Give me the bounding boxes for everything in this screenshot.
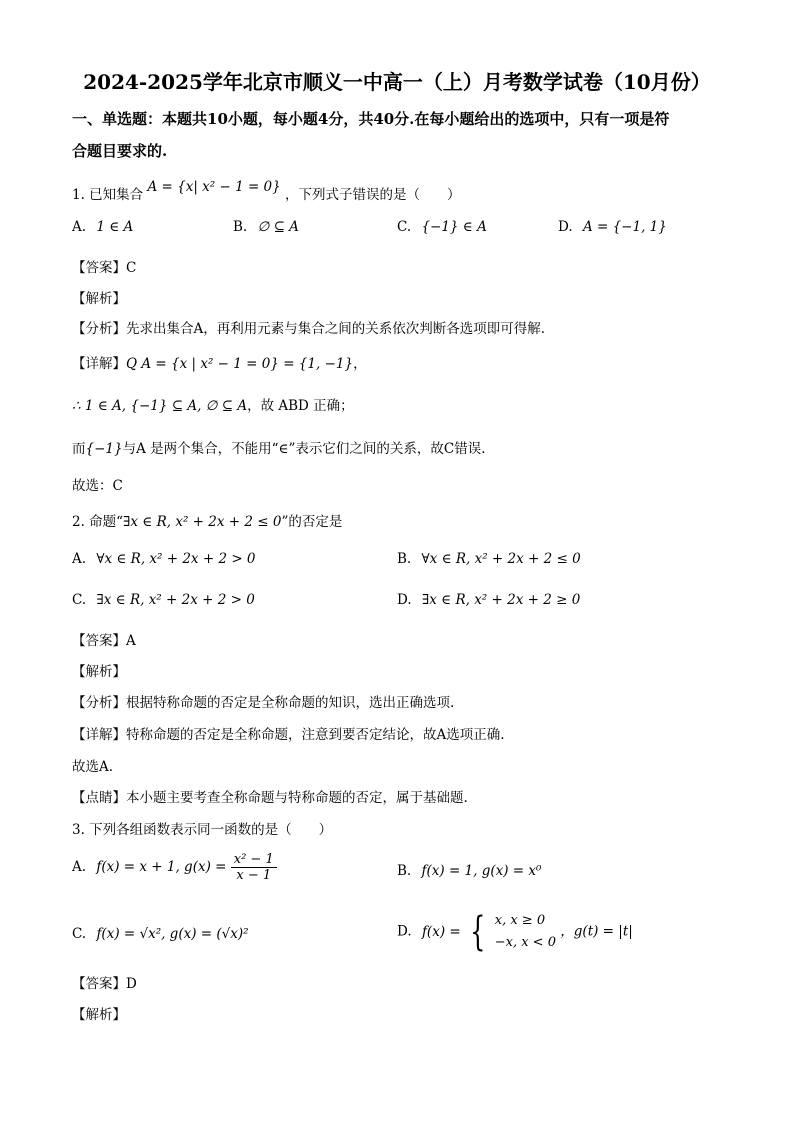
option-text: 1 ∈ A bbox=[96, 219, 134, 235]
xiangjie-math: Q A = {x | x² − 1 = 0} = {1, −1} bbox=[126, 356, 354, 372]
reasoning-pre: 而 bbox=[72, 441, 86, 457]
option-text: {−1} ∈ A bbox=[421, 219, 487, 235]
option-label: A. bbox=[72, 219, 87, 235]
q3-analysis-tag: 【解析】 bbox=[72, 1007, 126, 1023]
answer-tag: 【答案】 bbox=[72, 260, 126, 276]
q1-reasoning-line3 bbox=[72, 437, 486, 457]
option-text: ∀x ∈ R, x² + 2x + 2 > 0 bbox=[96, 551, 256, 567]
reasoning-text: ，故 ABD 正确； bbox=[247, 398, 354, 414]
option-label: B. bbox=[397, 863, 412, 879]
option-label: B. bbox=[397, 551, 412, 567]
option-text: ∀x ∈ R, x² + 2x + 2 ≤ 0 bbox=[421, 551, 581, 567]
option-text: ∅ ⊆ A bbox=[257, 219, 299, 235]
q2-analysis-tag: 【解析】 bbox=[72, 664, 126, 680]
option-label: C. bbox=[72, 592, 87, 608]
option-label: A. bbox=[72, 551, 87, 567]
q2-xiangjie bbox=[72, 723, 505, 743]
xiangjie-tag: 【详解】 bbox=[72, 356, 126, 372]
fenxi-text: 先求出集合A，再利用元素与集合之间的关系依次判断各选项即可得解. bbox=[126, 321, 546, 337]
q3-option-a bbox=[72, 852, 277, 883]
option-text: ∃x ∈ R, x² + 2x + 2 > 0 bbox=[96, 592, 255, 608]
section-heading-line2: 合题目要求的. bbox=[72, 142, 168, 160]
case-1: x, x ≥ 0 bbox=[494, 913, 546, 928]
page-title: 2024-2025学年北京市顺义一中高一（上）月考数学试卷（10月份） bbox=[83, 70, 711, 94]
answer-value: C bbox=[126, 260, 137, 276]
fenxi-text: 根据特称命题的否定是全称命题的知识，选出正确选项. bbox=[126, 695, 455, 711]
option-text-g: ，g(t) = |t| bbox=[560, 923, 633, 940]
q3-stem: 3. 下列各组函数表示同一函数的是（ ） bbox=[72, 822, 333, 838]
dianjing-tag: 【点睛】 bbox=[72, 790, 126, 806]
q1-xiangjie bbox=[72, 352, 367, 372]
q1-fenxi bbox=[72, 317, 545, 337]
q2-option-d bbox=[397, 592, 580, 608]
q1-choose: 故选：C bbox=[72, 478, 123, 494]
fraction-denominator: x − 1 bbox=[236, 868, 272, 883]
dianjing-text: 本小题主要考查全称命题与特称命题的否定，属于基础题. bbox=[126, 790, 468, 806]
answer-value: A bbox=[126, 633, 136, 649]
option-text: f(x) = x + 1, g(x) = bbox=[96, 859, 227, 875]
q1-stem-pre: 1. 已知集合 bbox=[72, 187, 144, 203]
q2-option-a bbox=[72, 551, 256, 567]
q1-stem-post: ，下列式子错误的是（ ） bbox=[285, 187, 461, 203]
answer-tag: 【答案】 bbox=[72, 633, 126, 649]
option-label: D. bbox=[397, 923, 412, 940]
xiangjie-end: ， bbox=[353, 356, 367, 372]
q1-option-d bbox=[558, 219, 667, 235]
q2-option-c bbox=[72, 592, 255, 608]
option-label: C. bbox=[397, 219, 412, 235]
q1-analysis-tag: 【解析】 bbox=[72, 291, 126, 307]
fenxi-tag: 【分析】 bbox=[72, 695, 126, 711]
q3-option-c bbox=[72, 926, 249, 942]
q1-option-c bbox=[397, 219, 487, 235]
q1-reasoning-line2 bbox=[72, 394, 354, 414]
q2-dianjing bbox=[72, 786, 468, 806]
section-heading-line1: 一、单选题：本题共10小题，每小题4分，共40分.在每小题给出的选项中，只有一项是符 bbox=[72, 110, 670, 128]
q2-option-b bbox=[397, 551, 581, 567]
q2-stem-math: ∃x ∈ R, x² + 2x + 2 ≤ 0 bbox=[123, 514, 282, 530]
option-label: D. bbox=[558, 219, 573, 235]
q2-stem-pre: 2. 命题“ bbox=[72, 514, 124, 530]
q1-stem-set: A = {x| x² − 1 = 0} bbox=[147, 179, 281, 195]
left-brace: { bbox=[470, 909, 486, 955]
q1-stem bbox=[72, 179, 461, 203]
option-label: C. bbox=[72, 926, 87, 942]
q1-option-a bbox=[72, 219, 133, 235]
option-text: A = {−1, 1} bbox=[582, 219, 667, 235]
reasoning-math: ∴ 1 ∈ A, {−1} ⊆ A, ∅ ⊆ A bbox=[72, 398, 248, 414]
q2-stem-post: ”的否定是 bbox=[281, 514, 343, 530]
fraction-numerator: x² − 1 bbox=[231, 852, 277, 868]
q1-answer bbox=[72, 256, 136, 276]
q2-answer bbox=[72, 629, 136, 649]
q2-choose: 故选A. bbox=[72, 759, 114, 775]
answer-value: D bbox=[126, 976, 137, 992]
q1-option-b bbox=[233, 219, 299, 235]
option-label: A. bbox=[72, 859, 87, 875]
q3-answer bbox=[72, 972, 137, 992]
option-label: D. bbox=[397, 592, 412, 608]
reasoning-post: 与A 是两个集合，不能用“∈”表示它们之间的关系，故C错误. bbox=[122, 441, 486, 457]
case-2: −x, x < 0 bbox=[494, 935, 556, 950]
q3-option-b bbox=[397, 863, 541, 879]
q2-stem bbox=[72, 510, 342, 530]
option-text: f(x) = bbox=[421, 923, 461, 940]
option-text: ∃x ∈ R, x² + 2x + 2 ≥ 0 bbox=[421, 592, 581, 608]
option-label: B. bbox=[233, 219, 248, 235]
xiangjie-text: 特称命题的否定是全称命题，注意到要否定结论，故A选项正确. bbox=[126, 727, 505, 743]
piecewise-cases bbox=[495, 910, 556, 954]
q3-option-d bbox=[397, 910, 633, 954]
option-text: f(x) = 1, g(x) = x⁰ bbox=[421, 863, 542, 879]
fraction bbox=[231, 852, 277, 883]
xiangjie-tag: 【详解】 bbox=[72, 727, 126, 743]
option-text: f(x) = √x², g(x) = (√x)² bbox=[96, 926, 249, 942]
fenxi-tag: 【分析】 bbox=[72, 321, 126, 337]
answer-tag: 【答案】 bbox=[72, 976, 126, 992]
q2-fenxi bbox=[72, 691, 454, 711]
reasoning-set: {−1} bbox=[85, 441, 123, 457]
